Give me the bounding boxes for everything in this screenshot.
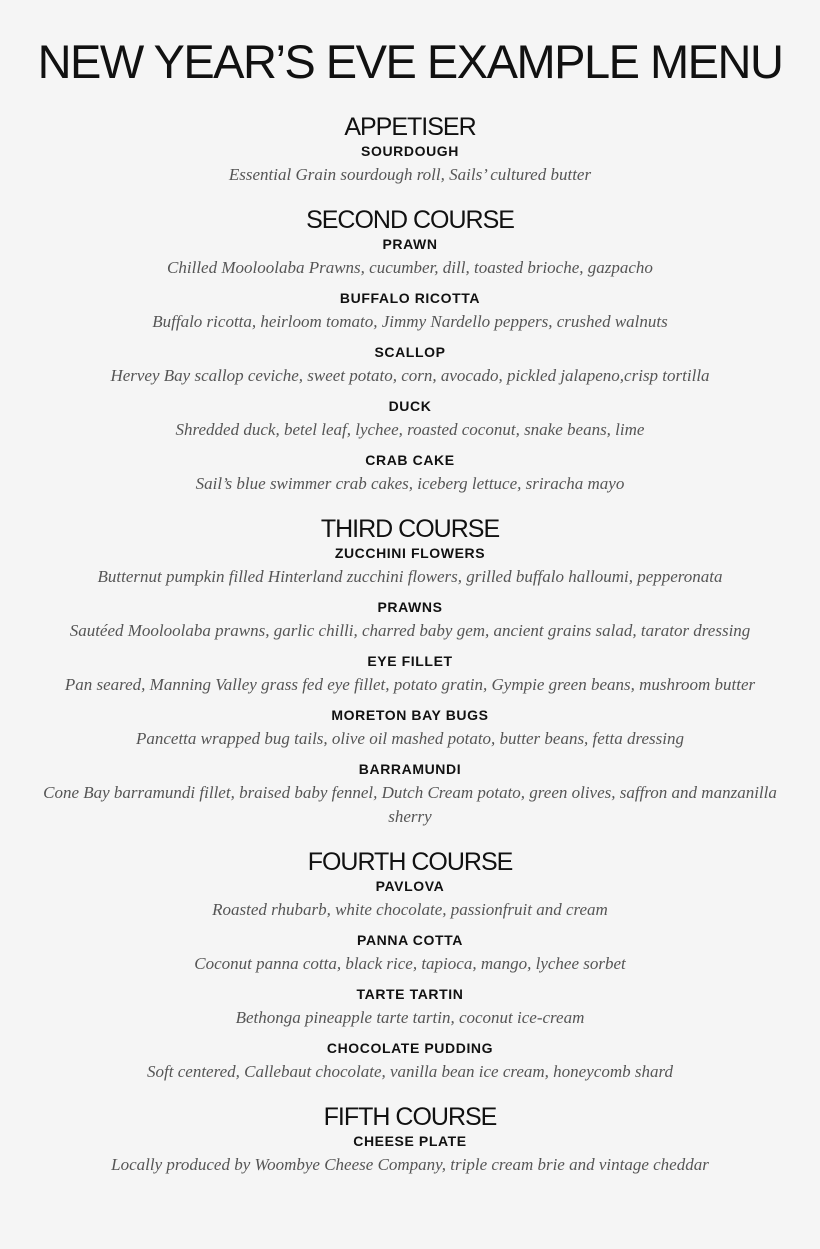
dish-name: EYE FILLET — [367, 653, 453, 669]
dish-name: CHEESE PLATE — [353, 1133, 467, 1149]
section-heading: SECOND COURSE — [306, 206, 514, 234]
dish-description: Shredded duck, betel leaf, lychee, roasted coconut, snake beans, lime — [175, 420, 645, 439]
dish-name: PANNA COTTA — [357, 932, 463, 948]
dish-name: PRAWN — [382, 236, 438, 252]
dish-name: BARRAMUNDI — [358, 761, 462, 777]
dish-description: Chilled Mooloolaba Prawns, cucumber, dill, toasted brioche, gazpacho — [167, 258, 653, 277]
menu-section — [0, 208, 820, 496]
dish-name: DUCK — [388, 398, 432, 414]
menu-section — [0, 517, 820, 829]
dish-name: BUFFALO RICOTTA — [339, 290, 481, 306]
dish-name: SOURDOUGH — [361, 143, 459, 159]
menu-item — [0, 340, 820, 388]
menu-item — [0, 139, 820, 187]
dish-description: Roasted rhubarb, white chocolate, passionfruit and cream — [212, 900, 608, 919]
menu-item — [0, 1129, 820, 1177]
menu-item — [0, 232, 820, 280]
dish-name: PRAWNS — [377, 599, 443, 615]
menu-item — [0, 757, 820, 829]
dish-name: MORETON BAY BUGS — [331, 707, 489, 723]
dish-name: PAVLOVA — [375, 878, 445, 894]
dish-description: Sail’s blue swimmer crab cakes, iceberg lettuce, sriracha mayo — [195, 474, 625, 493]
dish-description: Hervey Bay scallop ceviche, sweet potato, corn, avocado, pickled jalapeno,crisp tortilla — [110, 366, 710, 385]
menu-item — [0, 394, 820, 442]
menu-section — [0, 115, 820, 187]
menu-item — [0, 1036, 820, 1084]
dish-description: Bethonga pineapple tarte tartin, coconut ice-cream — [235, 1008, 585, 1027]
dish-name: CHOCOLATE PUDDING — [326, 1040, 494, 1056]
menu-item — [0, 541, 820, 589]
dish-description: Buffalo ricotta, heirloom tomato, Jimmy Nardello peppers, crushed walnuts — [152, 312, 668, 331]
dish-description: Sautéed Mooloolaba prawns, garlic chilli, charred baby gem, ancient grains salad, tarator dressing — [69, 621, 751, 640]
dish-description: Pancetta wrapped bug tails, olive oil mashed potato, butter beans, fetta dressing — [135, 729, 685, 748]
dish-name: CRAB CAKE — [365, 452, 455, 468]
menu-section — [0, 850, 820, 1084]
menu-item — [0, 982, 820, 1030]
section-heading: FOURTH COURSE — [307, 848, 513, 876]
section-heading: FIFTH COURSE — [323, 1103, 497, 1131]
menu-section — [0, 1105, 820, 1177]
menu-body — [0, 115, 820, 1177]
menu-item — [0, 649, 820, 697]
menu-title: NEW YEAR’S EVE EXAMPLE MENU — [37, 35, 783, 88]
menu-item — [0, 286, 820, 334]
section-heading: THIRD COURSE — [320, 515, 500, 543]
dish-description: Butternut pumpkin filled Hinterland zucchini flowers, grilled buffalo halloumi, pepperonata — [97, 567, 723, 586]
menu-item — [0, 448, 820, 496]
dish-name: ZUCCHINI FLOWERS — [334, 545, 486, 561]
dish-name: TARTE TARTIN — [356, 986, 464, 1002]
dish-name: SCALLOP — [374, 344, 446, 360]
menu-item — [0, 928, 820, 976]
dish-description: Cone Bay barramundi fillet, braised baby fennel, Dutch Cream potato, green olives, saffron and manzanilla sherry — [43, 783, 777, 826]
menu-item — [0, 703, 820, 751]
dish-description: Pan seared, Manning Valley grass fed eye fillet, potato gratin, Gympie green beans, mushroom butter — [64, 675, 756, 694]
dish-description: Soft centered, Callebaut chocolate, vanilla bean ice cream, honeycomb shard — [147, 1062, 673, 1081]
menu-item — [0, 595, 820, 643]
section-heading: APPETISER — [344, 113, 476, 141]
dish-description: Locally produced by Woombye Cheese Company, triple cream brie and vintage cheddar — [111, 1155, 709, 1174]
menu-item — [0, 874, 820, 922]
dish-description: Coconut panna cotta, black rice, tapioca, mango, lychee sorbet — [194, 954, 626, 973]
dish-description: Essential Grain sourdough roll, Sails’ cultured butter — [228, 165, 592, 184]
